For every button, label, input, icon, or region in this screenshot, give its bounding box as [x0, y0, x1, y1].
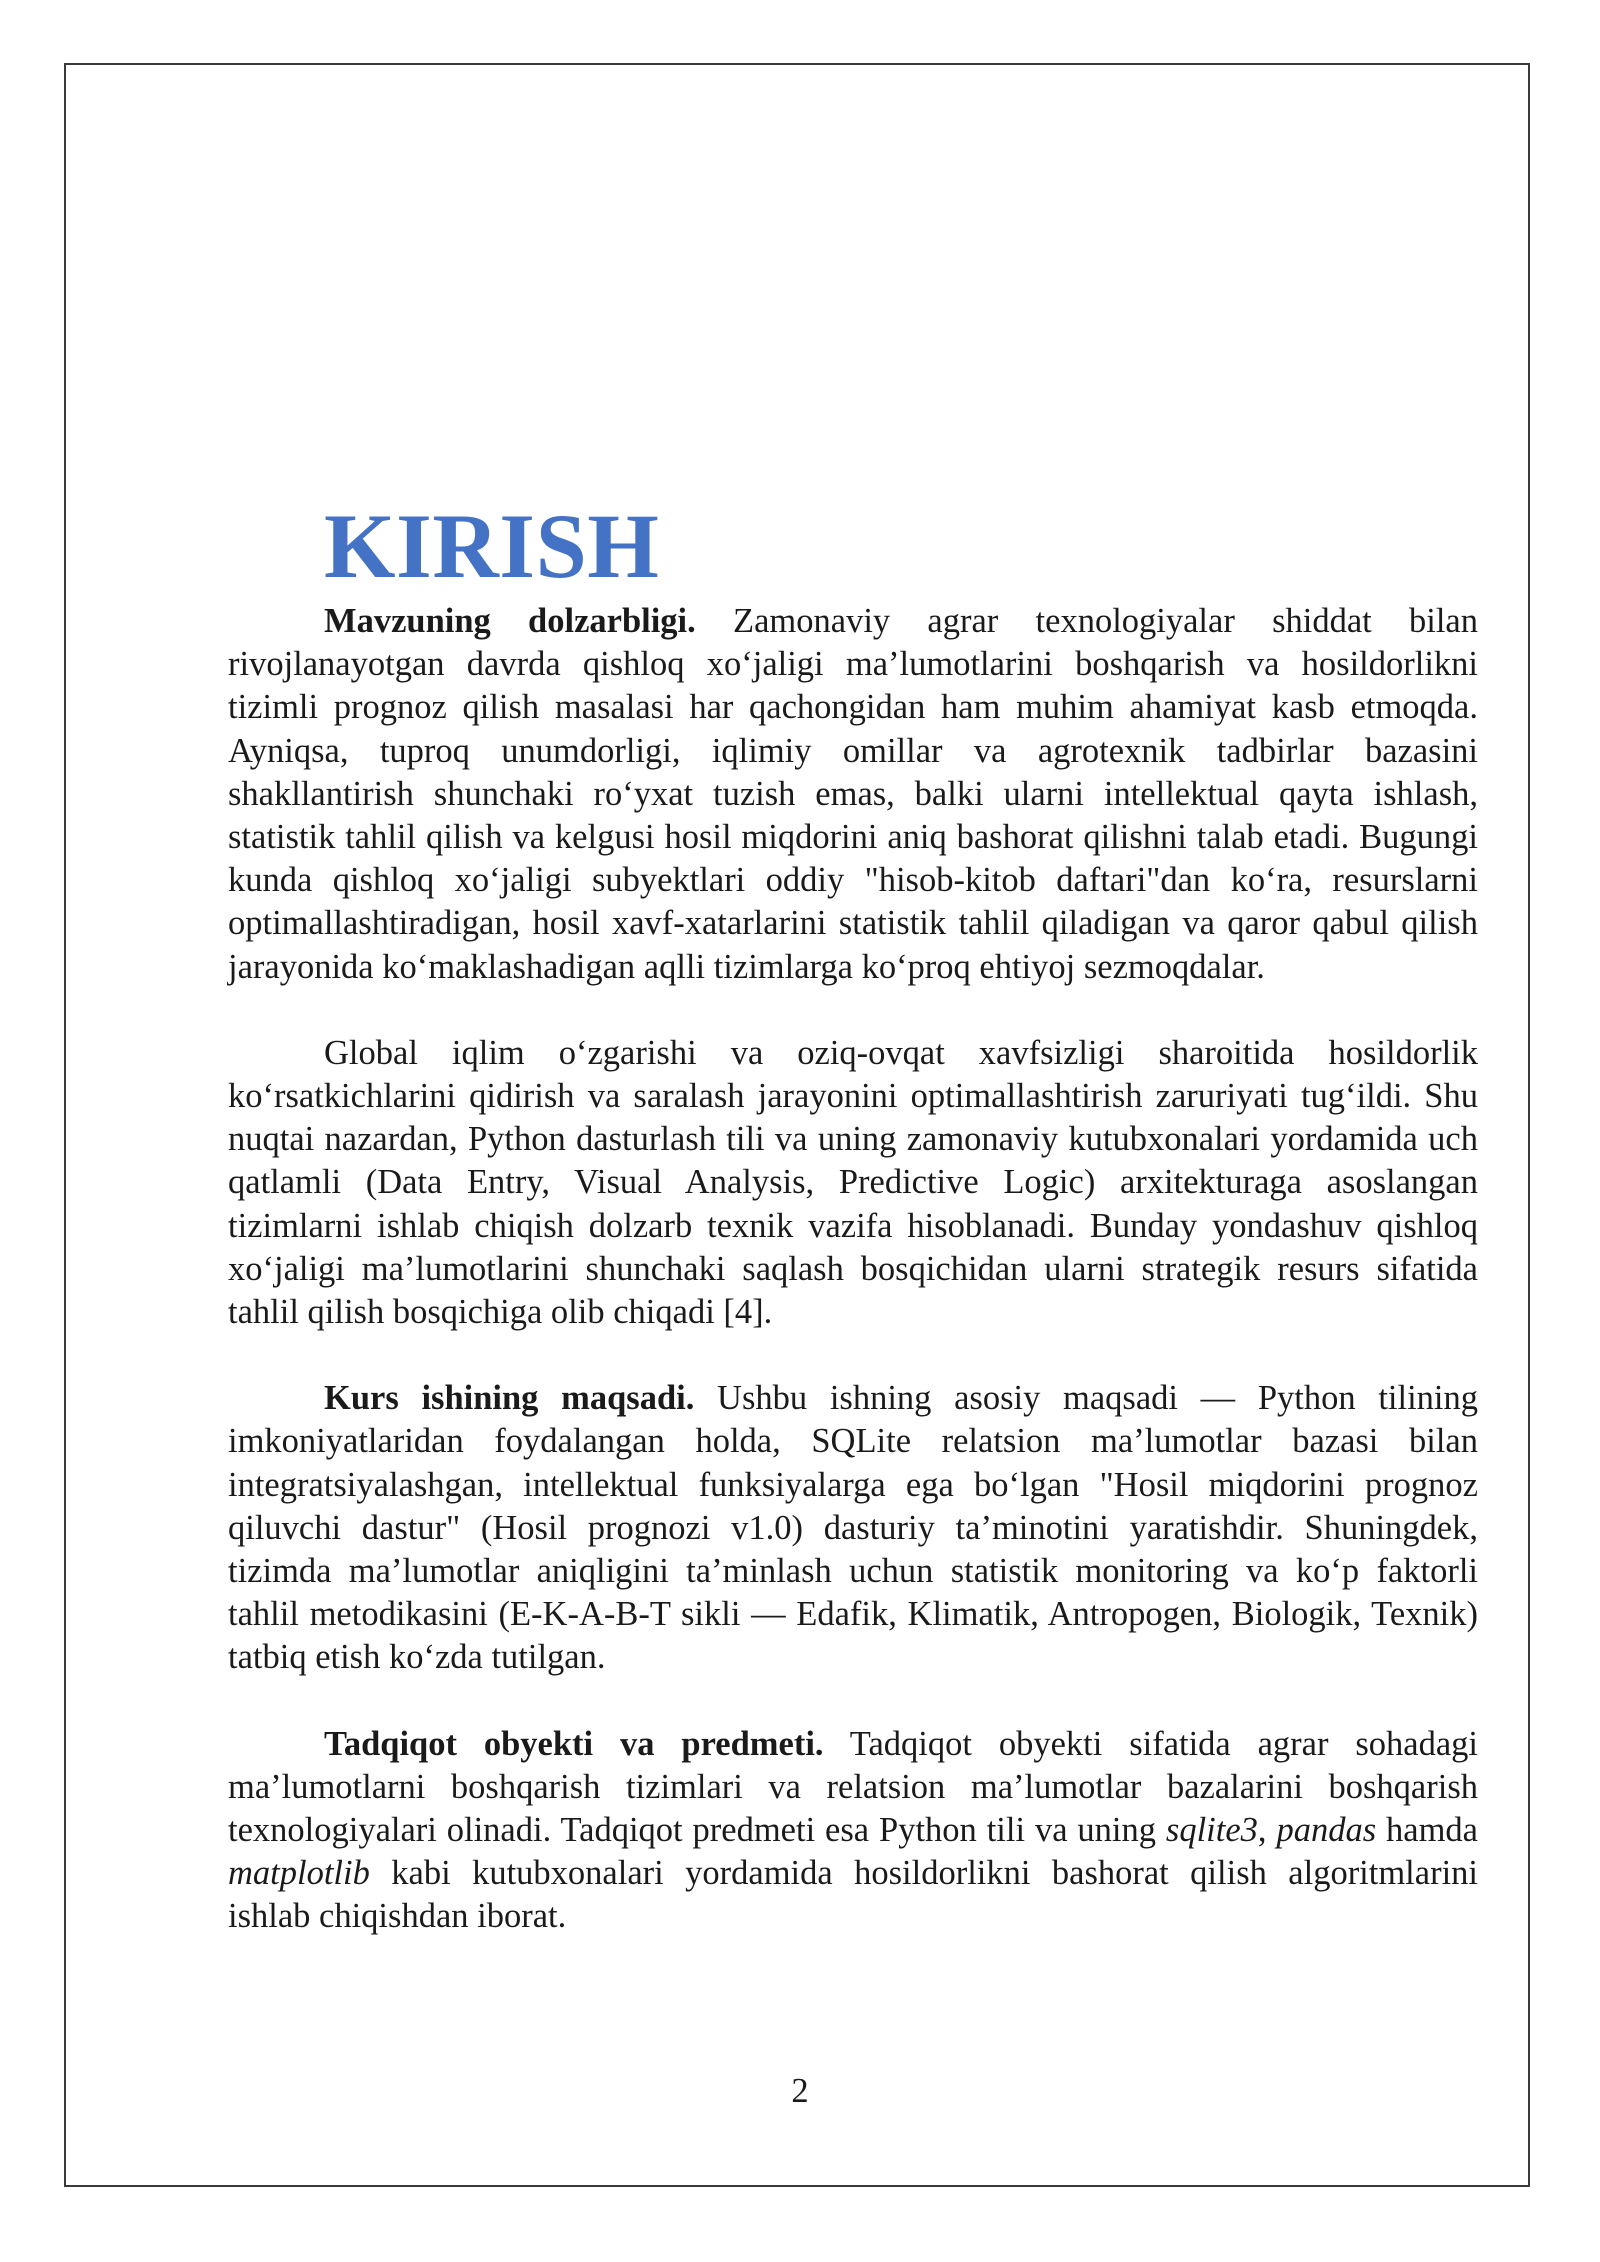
paragraph-global-context	[228, 1032, 1478, 1334]
global-context-text: Global iqlim o‘zgarishi va oziq-ovqat xavfsizligi sharoitida hosildorlik ko‘rsatkichlarini qidirish va saralash jarayonini optimallashtirish zaruriyati tug‘ildi. Shu nuqtai nazardan, Python dasturlash tili va uning zamonaviy kutubxonalari yordamida uch qatlamli (Data Entry, Visual Analysis, Predictive Logic) arxitekturaga asoslangan tizimlarni ishlab chiqish dolzarb texnik vazifa hisoblanadi. Bunday yondashuv qishloq xo‘jaligi ma’lumotlarini shunchaki saqlash bosqichidan ularni strategik resurs sifatida tahlil qilish bosqichiga olib chiqadi [4].	[228, 1033, 1478, 1332]
section-heading: KIRISH	[324, 495, 660, 597]
library-matplotlib: matplotlib	[228, 1854, 370, 1893]
object-text-3: kabi kutubxonalari yordamida hosildorlikni bashorat qilish algoritmlarini ishlab chiqishdan iborat.	[228, 1854, 1478, 1936]
paragraph-goal	[228, 1377, 1478, 1679]
paragraph-relevance	[228, 600, 1478, 989]
relevance-label: Mavzuning dolzarbligi.	[324, 602, 696, 640]
relevance-text: Zamonaviy agrar texnologiyalar shiddat bilan rivojlanayotgan davrda qishloq xo‘jaligi ma’lumotlarini boshqarish va hosildorlikni tizimli prognoz qilish masalasi har qachongidan ham muhim ahamiyat kasb etmoqda. Ayniqsa, tuproq unumdorligi, iqlimiy omillar va agrotexnik tadbirlar bazasini shakllantirish shunchaki ro‘yxat tuzish emas, balki ularni intellektual qayta ishlash, statistik tahlil qilish va kelgusi hosil miqdorini aniq bashorat qilishni talab etadi. Bugungi kunda qishloq xo‘jaligi subyektlari oddiy "hisob-kitob daftari"dan ko‘ra, resurslarni optimallashtiradigan, hosil xavf-xatarlarini statistik tahlil qiladigan va qaror qabul qilish jarayonida ko‘maklashadigan aqlli tizimlarga ko‘proq ehtiyoj sezmoqdalar.	[228, 602, 1478, 986]
object-text-1: Tadqiqot obyekti sifatida agrar sohadagi ma’lumotlarni boshqarish tizimlari va relatsion ma’lumotlar bazalarini boshqarish texnologiyalari olinadi. Tadqiqot predmeti esa Python tili va uning	[228, 1724, 1478, 1850]
object-text-2: hamda	[1376, 1811, 1478, 1850]
goal-text: Ushbu ishning asosiy maqsadi — Python tilining imkoniyatlaridan foydalangan holda, SQLite relatsion ma’lumotlar bazasi bilan integratsiyalashgan, intellektual funksiyalarga ega bo‘lgan "Hosil miqdorini prognoz qiluvchi dastur" (Hosil prognozi v1.0) dasturiy ta’minotini yaratishdir. Shuningdek, tizimda ma’lumotlar aniqligini ta’minlash uchun statistik monitoring va ko‘p faktorli tahlil metodikasini (E-K-A-B-T sikli — Edafik, Klimatik, Antropogen, Biologik, Texnik) tatbiq etish ko‘zda tutilgan.	[228, 1379, 1478, 1677]
library-sqlite3: sqlite3	[1165, 1811, 1258, 1850]
object-label: Tadqiqot obyekti va predmeti.	[324, 1724, 824, 1763]
library-pandas: pandas	[1276, 1811, 1377, 1850]
paragraph-object-subject	[228, 1723, 1478, 1939]
page-number: 2	[791, 2072, 809, 2110]
goal-label: Kurs ishining maqsadi.	[324, 1379, 695, 1418]
library-separator: ,	[1257, 1811, 1277, 1850]
document-body	[228, 495, 1478, 1939]
